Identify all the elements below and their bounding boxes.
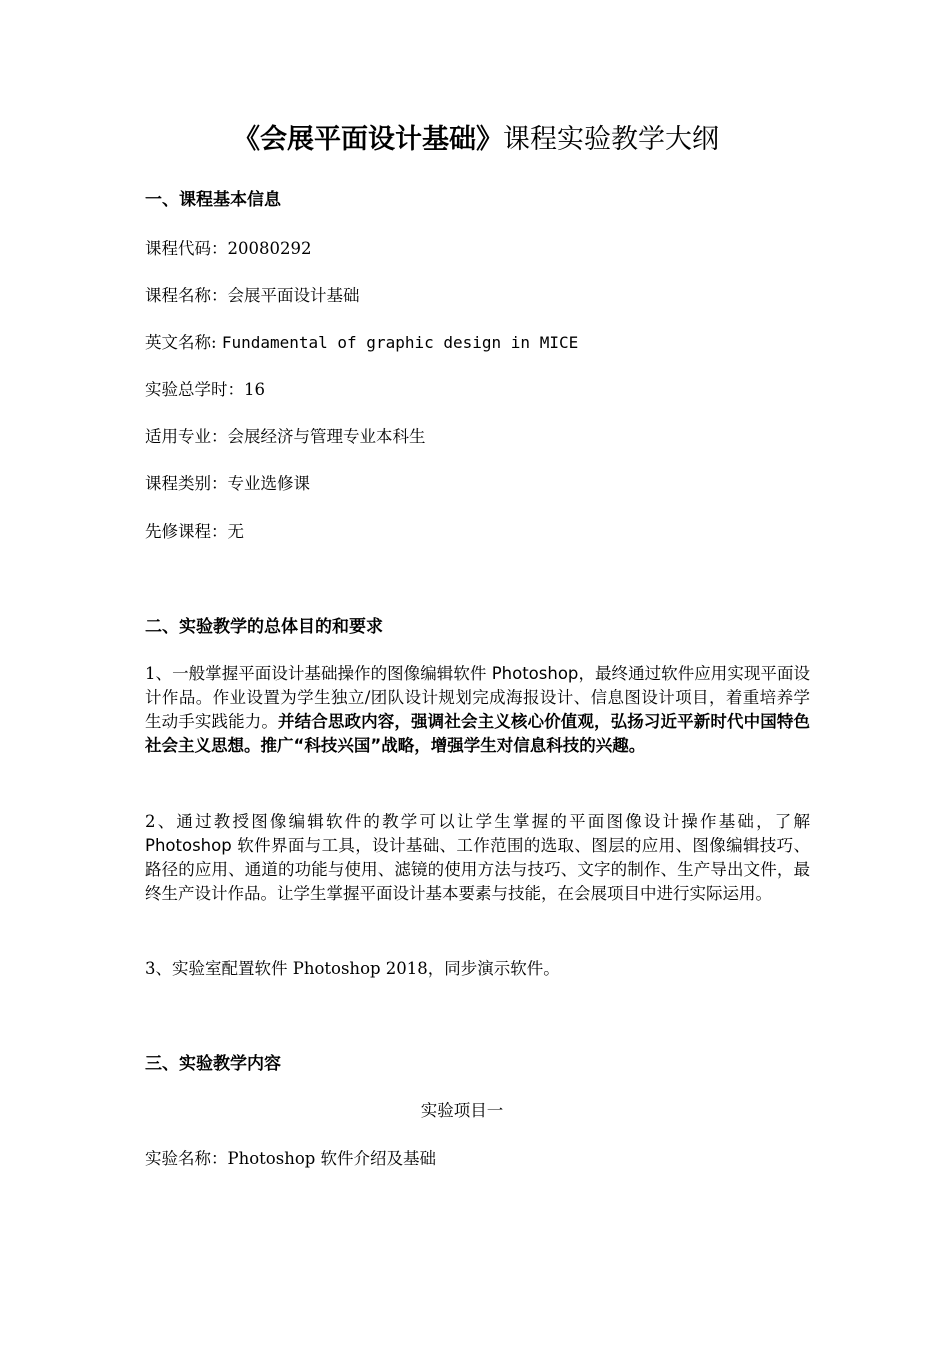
paragraph-3: 3、实验室配置软件 Photoshop 2018，同步演示软件。 xyxy=(145,959,560,978)
info-label: 实验名称： xyxy=(145,1149,228,1168)
info-label: 课程类别： xyxy=(145,474,228,493)
info-label: 适用专业： xyxy=(145,427,228,446)
paragraph-text: 2、通过教授图像编辑软件的教学可以让学生掌握的平面图像设计操作基础，了解 xyxy=(145,812,810,831)
info-value: Fundamental of graphic design in MICE xyxy=(221,333,579,352)
info-value: 会展平面设计基础 xyxy=(227,286,360,305)
info-value: Photoshop 软件介绍及基础 xyxy=(227,1149,437,1168)
info-course-name xyxy=(145,284,360,308)
info-course-type xyxy=(145,472,310,496)
document-title xyxy=(0,120,952,160)
info-value: 无 xyxy=(227,522,244,541)
info-english-name xyxy=(145,331,578,355)
experiment-name-line xyxy=(145,1147,436,1171)
software-name: Photoshop xyxy=(145,836,232,855)
info-label: 课程名称： xyxy=(145,286,228,305)
project-title: 实验项目一 xyxy=(420,1101,504,1120)
info-value: 专业选修课 xyxy=(227,474,310,493)
paragraph-text: 软件界面与工具，设计基础、工作范围的选取、图层的应用、图像编辑技巧、路径的应用、通道的功能与使用、滤镜的使用方法与技巧、文字的制作、生产导出文件，最终生产设计作品。让学生掌握平面设计基本要素与技能，在会展项目中进行实际运用。 xyxy=(145,836,810,903)
info-course-code xyxy=(145,237,311,261)
info-value: 会展经济与管理专业本科生 xyxy=(227,427,426,446)
paragraph-2 xyxy=(145,810,810,906)
title-bold-part: 《会展平面设计基础》 xyxy=(233,124,503,155)
title-normal-part: 课程实验教学大纲 xyxy=(503,124,719,155)
info-major xyxy=(145,425,426,449)
paragraph-text: 1、一般掌握平面设计基础操作的图像编辑软件 xyxy=(145,664,492,683)
info-total-hours xyxy=(145,378,265,402)
info-value: 16 xyxy=(244,380,265,399)
info-value: 20080292 xyxy=(227,239,312,258)
info-label: 课程代码： xyxy=(145,239,228,258)
info-label: 实验总学时： xyxy=(145,380,244,399)
section1-heading: 一、课程基本信息 xyxy=(145,190,281,210)
info-label: 先修课程： xyxy=(145,522,228,541)
paragraph-1 xyxy=(145,662,810,758)
paragraph-text: ，最终通过软件应用实现平面设计作品。作业设置为学生独立/团队设计规划完成海报设计、信息图设计项目，着重培养学生动手实践能力。 xyxy=(145,664,811,731)
section2-heading: 二、实验教学的总体目的和要求 xyxy=(145,617,383,637)
paragraph-bold-text: 并结合思政内容，强调社会主义核心价值观，弘扬习近平新时代中国特色社会主义思想。推广“科技兴国”战略，增强学生对信息科技的兴趣。 xyxy=(145,712,811,755)
section3-heading: 三、实验教学内容 xyxy=(145,1054,281,1074)
info-prerequisite xyxy=(145,520,244,544)
info-label: 英文名称: xyxy=(145,333,222,352)
software-name: Photoshop xyxy=(491,664,579,683)
